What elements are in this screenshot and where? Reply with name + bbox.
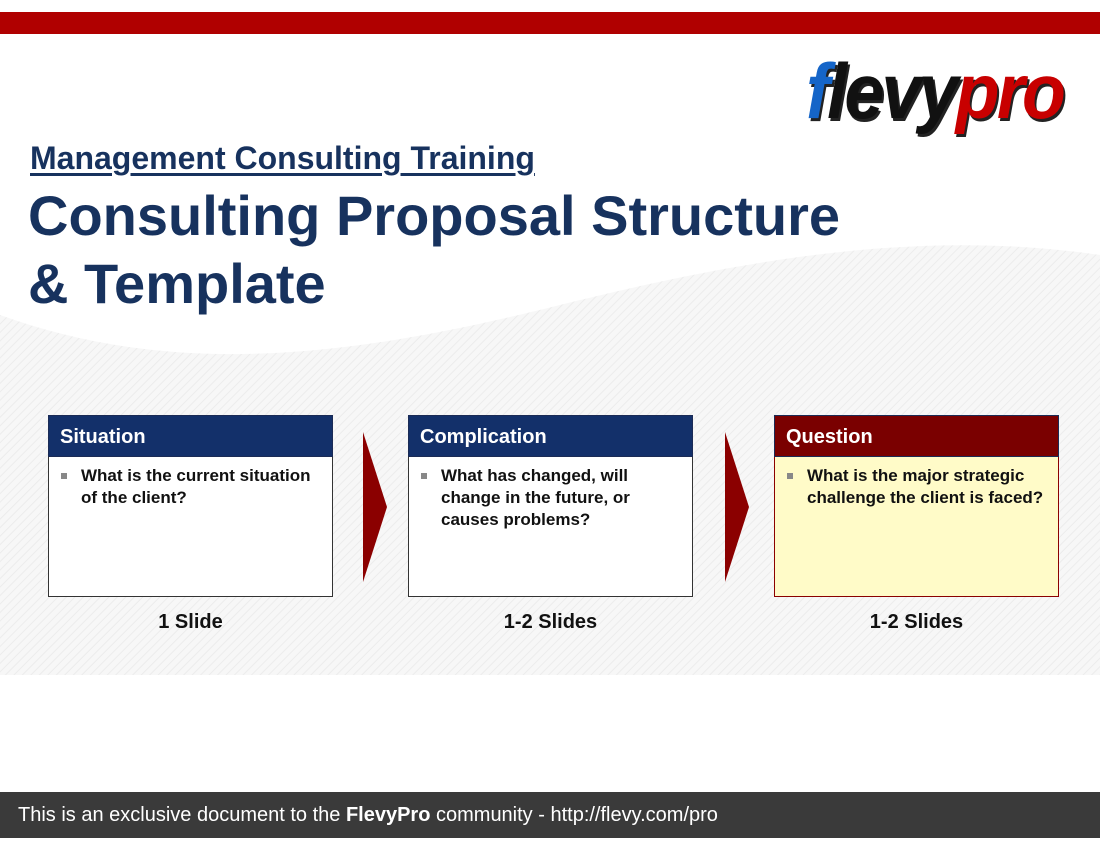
list-item xyxy=(421,465,680,531)
list-item xyxy=(61,465,320,509)
stage-complication xyxy=(408,415,693,634)
flevypro-logo: flevypro xyxy=(806,47,1064,135)
stage-text: What is the current situation of the client? xyxy=(81,466,311,507)
chevron-right-icon xyxy=(363,432,387,582)
footer-brand: FlevyPro xyxy=(345,804,431,826)
stage-text: What has changed, will change in the future, or causes problems? xyxy=(441,466,630,529)
bullet-square-icon xyxy=(787,473,793,479)
stage-situation xyxy=(48,415,333,634)
bullet-square-icon xyxy=(61,473,67,479)
footer-suffix: community - http://flevy.com/pro xyxy=(430,804,718,826)
stage-question xyxy=(774,415,1059,634)
stage-body xyxy=(774,457,1059,597)
stage-header: Question xyxy=(774,415,1059,457)
slide-count: 1 Slide xyxy=(158,611,223,633)
stage-header: Complication xyxy=(408,415,693,457)
stage-body xyxy=(408,457,693,597)
list-item xyxy=(787,465,1046,509)
stage-body xyxy=(48,457,333,597)
title-line-1: Consulting Proposal Structure xyxy=(28,184,841,247)
top-accent-bar xyxy=(0,12,1100,34)
chevron-right-icon xyxy=(725,432,749,582)
footer-banner xyxy=(0,792,1100,838)
subtitle: Management Consulting Training xyxy=(30,140,535,176)
title-line-2: & Template xyxy=(28,252,326,315)
slide-count: 1-2 Slides xyxy=(869,611,964,633)
stage-text: What is the major strategic challenge the client is faced? xyxy=(807,466,1044,507)
page-title xyxy=(28,182,928,318)
footer-prefix: This is an exclusive document to the xyxy=(18,804,346,826)
slide-count: 1-2 Slides xyxy=(503,611,598,633)
stage-header: Situation xyxy=(48,415,333,457)
bullet-square-icon xyxy=(421,473,427,479)
